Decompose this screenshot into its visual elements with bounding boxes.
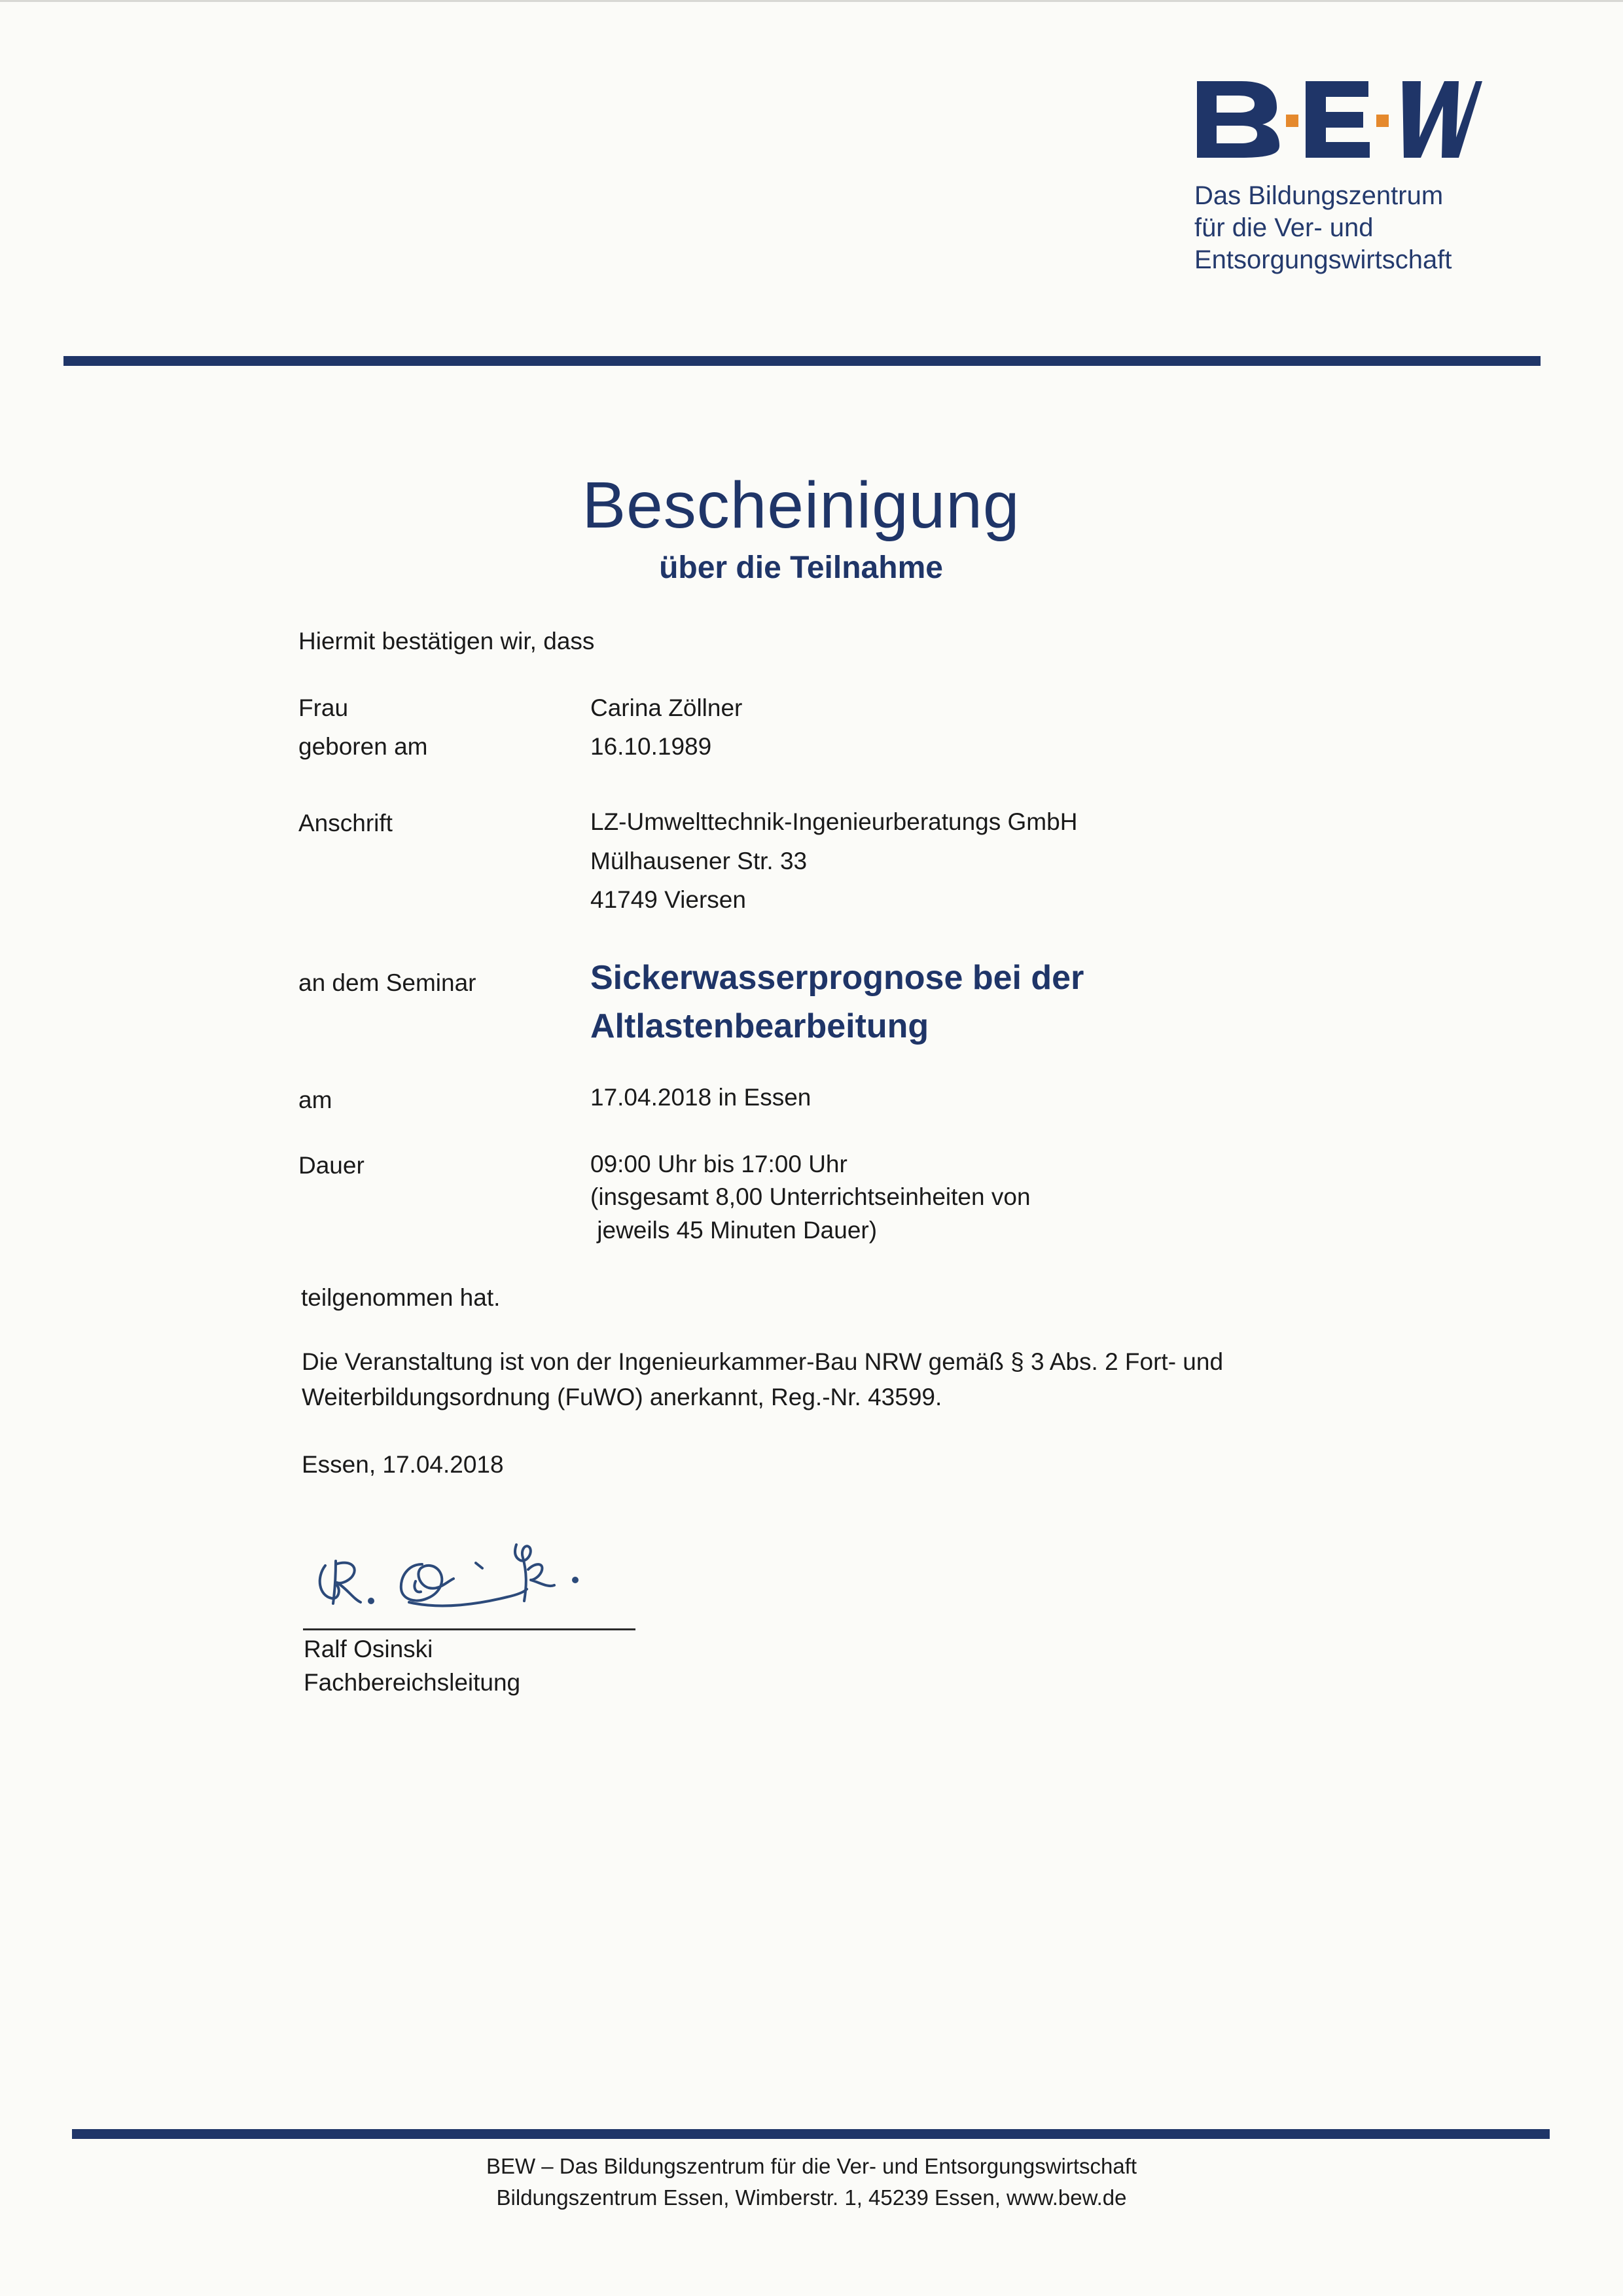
duration-line: 09:00 Uhr bis 17:00 Uhr [590,1151,847,1177]
duration-line: (insgesamt 8,00 Unterrichtseinheiten von [590,1183,1031,1210]
address-line: Mülhausener Str. 33 [590,848,808,874]
date-label: am [298,1086,332,1113]
salutation-label: Frau [298,694,349,721]
document-subtitle: über die Teilnahme [659,550,943,585]
birth-date: 16.10.1989 [590,733,712,760]
footer [0,2151,1623,2214]
signature-line [303,1628,635,1630]
footer-line: Bildungszentrum Essen, Wimberstr. 1, 45239 Essen, www.bew.de [496,2185,1127,2210]
closing-text: teilgenommen hat. [301,1284,501,1311]
logo-tagline-line: Das Bildungszentrum [1194,181,1444,210]
intro-text: Hiermit bestätigen wir, dass [298,628,595,655]
bew-logo [1194,79,1482,276]
seminar-title-line: Altlastenbearbeitung [590,1007,929,1045]
footer-divider [72,2129,1550,2139]
seminar-title [590,954,1084,1050]
logo-tagline [1194,180,1482,276]
address-label: Anschrift [298,810,393,836]
birth-label: geboren am [298,733,428,760]
handwritten-signature [311,1512,638,1623]
recognition-line: Weiterbildungsordnung (FuWO) anerkannt, Reg.-Nr. 43599. [302,1384,942,1410]
bew-logo-mark [1194,79,1482,160]
signatory-name: Ralf Osinski [304,1636,433,1662]
signatory-role: Fachbereichsleitung [304,1669,521,1696]
seminar-label: an dem Seminar [298,969,476,996]
document-title: Bescheinigung [582,469,1020,542]
recognition-line: Die Veranstaltung ist von der Ingenieurkammer-Bau NRW gemäß § 3 Abs. 2 Fort- und [302,1348,1224,1375]
logo-tagline-line: für die Ver- und [1194,213,1374,242]
duration-label: Dauer [298,1152,365,1179]
footer-line: BEW – Das Bildungszentrum für die Ver- und Entsorgungswirtschaft [486,2154,1137,2178]
address-line: LZ-Umwelttechnik-Ingenieurberatungs GmbH [590,808,1078,835]
duration-line: jeweils 45 Minuten Dauer) [590,1217,878,1244]
date-value: 17.04.2018 in Essen [590,1084,812,1111]
address-line: 41749 Viersen [590,886,746,913]
participant-name: Carina Zöllner [590,694,743,721]
place-date: Essen, 17.04.2018 [302,1451,504,1478]
logo-tagline-line: Entsorgungswirtschaft [1194,245,1452,274]
header-divider [63,356,1541,366]
seminar-title-line: Sickerwasserprognose bei der [590,959,1084,997]
